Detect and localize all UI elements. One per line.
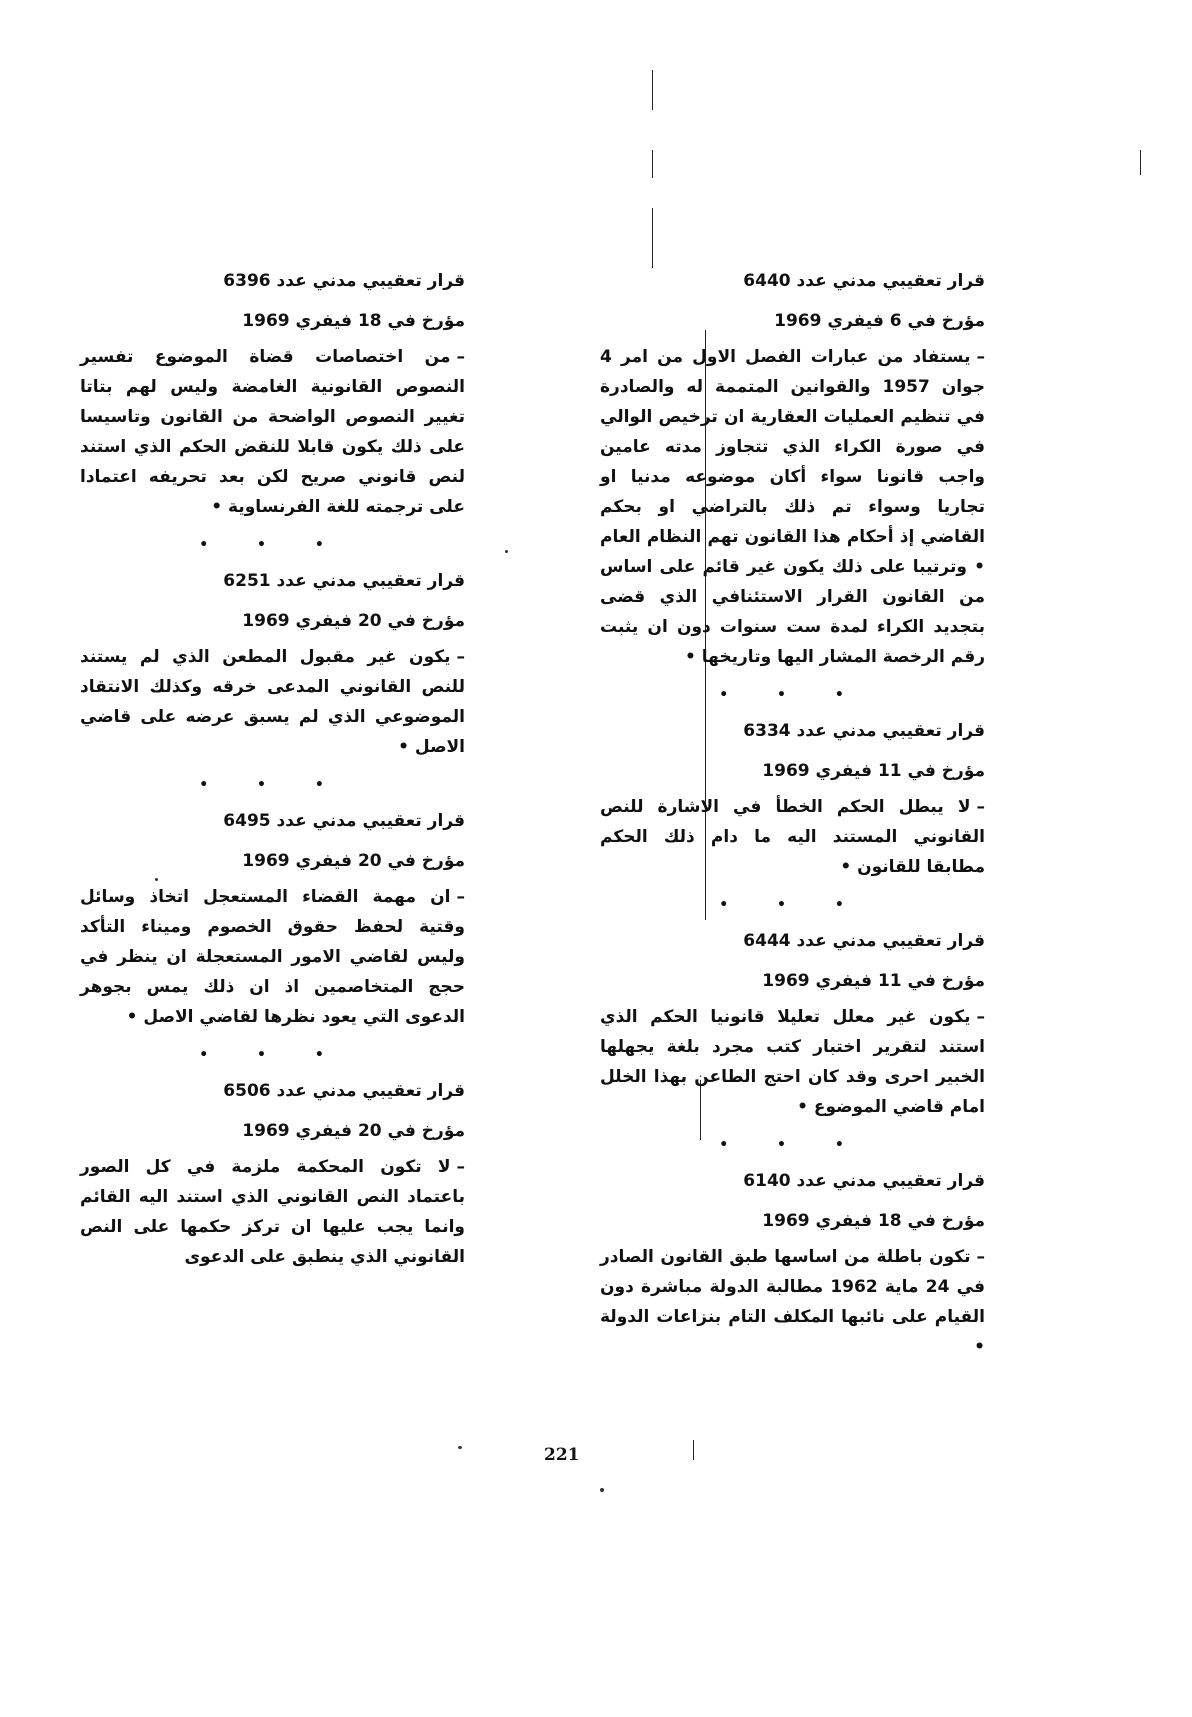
decision-heading: قرار تعقيبي مدني عدد 6251 (223, 571, 465, 591)
dash-marker: – (976, 347, 985, 367)
decision-date (600, 758, 985, 784)
decision-date (80, 308, 465, 334)
decision-date (600, 1208, 985, 1234)
decision-body: لا يبطل الحكم الخطأ في الاشارة للنص القانوني المستند اليه ما دام ذلك الحكم مطابقا للقانون • (600, 797, 985, 877)
decision-body: تكون باطلة من اساسها طبق القانون الصادر في 24 ماية 1962 مطالبة الدولة مباشرة دون القيام على نائبها المكلف التام بنزاعات الدولة • (600, 1247, 986, 1357)
decision-entry (80, 1078, 465, 1272)
dash-marker: – (456, 647, 465, 667)
page-number: 221 (544, 1445, 580, 1465)
decision-body: من اختصاصات قضاة الموضوع تفسير النصوص القانونية الغامضة وليس لهم بتاتا تغيير النصوص الواضحة من القانون وتاسيسا على ذلك يكون قابلا للنقض الحكم الذي استند لنص قانوني صريح لكن بعد تحريفه اعتمادا على ترجمته للغة الفرنساوية • (80, 347, 465, 517)
date-text: مؤرخ في 20 فيفري 1969 (242, 1121, 465, 1141)
scan-mark (693, 1440, 694, 1460)
decision-text (80, 1152, 465, 1272)
section-separator: • • • (199, 1047, 346, 1063)
dash-marker: – (456, 347, 465, 367)
decision-body: لا تكون المحكمة ملزمة في كل الصور باعتماد النص القانوني الذي استند اليه القائم وانما يجب عليها ان تركز حكمها على النص القانوني الذي ينطبق على الدعوى (80, 1157, 465, 1267)
decision-text (600, 1242, 985, 1362)
decision-heading: قرار تعقيبي مدني عدد 6495 (223, 811, 465, 831)
scan-speck (458, 1446, 462, 1449)
decision-entry (600, 718, 985, 882)
decision-entry (80, 808, 465, 1032)
decision-date (80, 1118, 465, 1144)
date-text: مؤرخ في 20 فيفري 1969 (242, 611, 465, 631)
decision-entry (600, 1168, 985, 1362)
decision-text (80, 882, 465, 1032)
decision-date (600, 308, 985, 334)
decision-date (80, 608, 465, 634)
scan-mark (652, 208, 653, 268)
dash-marker: – (976, 1007, 985, 1027)
decision-heading: قرار تعقيبي مدني عدد 6396 (223, 271, 465, 291)
decision-entry (600, 928, 985, 1122)
decision-heading: قرار تعقيبي مدني عدد 6440 (743, 271, 985, 291)
decision-body: ان مهمة القضاء المستعجل اتخاذ وسائل وقتية لحفظ حقوق الخصوم وميناء التأكد وليس لقاضي الامور المستعجلة ان ينظر في حجج المتخاصمين اذ ان ذلك يمس بجوهر الدعوى التي يعود نظرها لقاضي الاصل • (80, 887, 465, 1027)
decision-body: يكون غير معلل تعليلا قانونيا الحكم الذي استند لتقرير اختبار كتب مجرد بلغة يجهلها الخبير احرى وقد كان احتج الطاعن بهذا الخلل امام قاضي الموضوع • (600, 1007, 985, 1117)
decision-heading: قرار تعقيبي مدني عدد 6140 (743, 1171, 985, 1191)
left-column (80, 268, 465, 1272)
decision-text (80, 642, 465, 762)
section-separator: • • • (719, 1137, 866, 1153)
decision-text (600, 342, 985, 672)
section-separator: • • • (199, 537, 346, 553)
decision-heading: قرار تعقيبي مدني عدد 6506 (223, 1081, 465, 1101)
decision-date (80, 848, 465, 874)
decision-body: يستفاد من عبارات الفصل الاول من امر 4 جوان 1957 والقوانين المتممة له والصادرة في تنظيم العمليات العقارية ان ترخيص الوالي في صورة الكراء الذي تتجاوز مدته عامين واجب قانونا سواء أكان موضوعه مدنيا او تجاريا وسواء تم ذلك بالتراضي او بحكم القاضي إذ أحكام هذا القانون تهم النظام العام • وترتيبا على ذلك يكون غير قائم على اساس من القانون القرار الاستئنافي الذي قضى بتجديد الكراء لمدة ست سنوات دون ان يثبت رقم الرخصة المشار اليها وتاريخها • (600, 347, 985, 667)
section-separator: • • • (719, 897, 866, 913)
decision-text (600, 792, 985, 882)
dash-marker: – (456, 1157, 465, 1177)
date-text: مؤرخ في 18 فيفري 1969 (762, 1211, 985, 1231)
decision-text (80, 342, 465, 522)
section-separator: • • • (719, 687, 866, 703)
dash-marker: – (456, 887, 465, 907)
dash-marker: – (976, 797, 985, 817)
date-text: مؤرخ في 20 فيفري 1969 (242, 851, 465, 871)
decision-heading: قرار تعقيبي مدني عدد 6444 (743, 931, 985, 951)
date-text: مؤرخ في 11 فيفري 1969 (762, 761, 985, 781)
decision-heading: قرار تعقيبي مدني عدد 6334 (743, 721, 985, 741)
decision-entry (80, 268, 465, 522)
scan-mark (652, 150, 653, 178)
decision-entry (600, 268, 985, 672)
scan-mark (652, 70, 653, 110)
scan-speck (505, 550, 508, 553)
decision-entry (80, 568, 465, 762)
date-text: مؤرخ في 6 فيفري 1969 (774, 311, 985, 331)
date-text: مؤرخ في 18 فيفري 1969 (242, 311, 465, 331)
scan-mark (1140, 150, 1141, 175)
decision-text (600, 1002, 985, 1122)
date-text: مؤرخ في 11 فيفري 1969 (762, 971, 985, 991)
section-separator: • • • (199, 777, 346, 793)
scan-speck (600, 1488, 604, 1492)
right-column (600, 268, 985, 1362)
decision-date (600, 968, 985, 994)
dash-marker: – (976, 1247, 985, 1267)
decision-body: يكون غير مقبول المطعن الذي لم يستند للنص القانوني المدعى خرقه وكذلك الانتقاد الموضوعي الذي لم يسبق عرضه على قاضي الاصل • (80, 647, 465, 757)
